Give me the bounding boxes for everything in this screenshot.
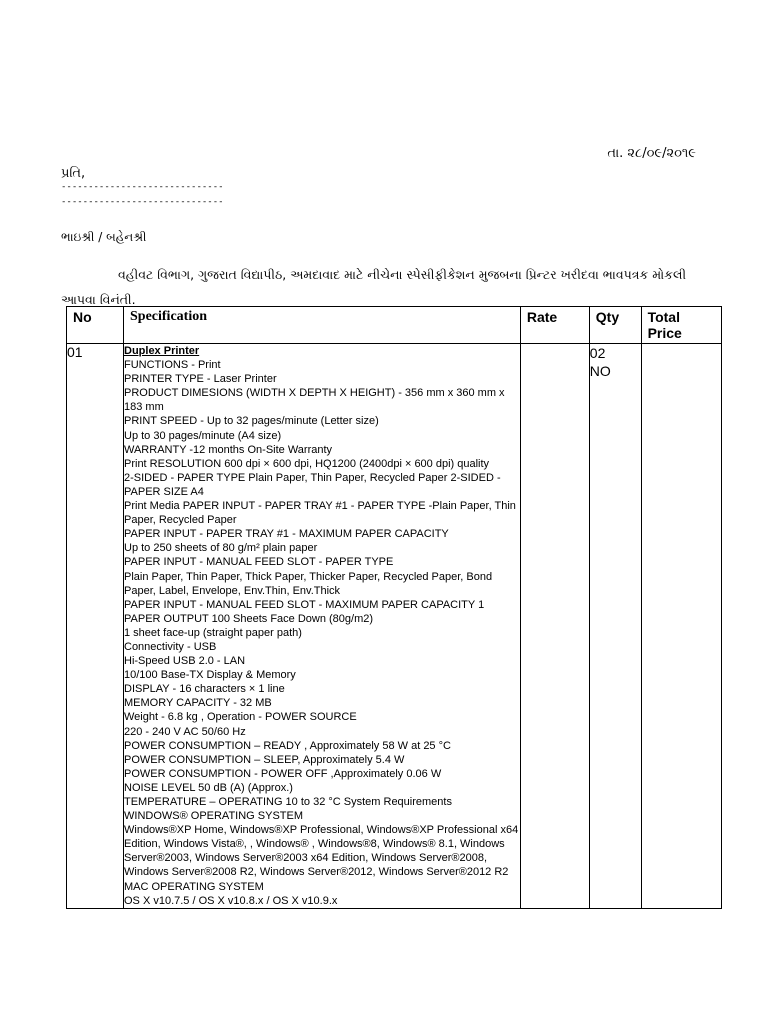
- total-price-cell: [641, 344, 721, 909]
- spec-line: PRINTER TYPE - Laser Printer: [124, 373, 277, 386]
- spec-line: MEMORY CAPACITY - 32 MB: [124, 697, 272, 710]
- recipient-blank-line: ------------------------------: [61, 197, 224, 207]
- column-header-rate: Rate: [520, 307, 589, 344]
- recipient-label: પ્રતિ,: [61, 166, 86, 181]
- spec-line: OS X v10.7.5 / OS X v10.8.x / OS X v10.9.x: [124, 894, 338, 907]
- quantity-unit: NO: [589, 363, 611, 379]
- spec-line: Print Media PAPER INPUT - PAPER TRAY #1 - PAPER TYPE -Plain Paper, Thin Paper, Recycled Paper: [124, 500, 516, 527]
- recipient-blank-line: ------------------------------: [61, 182, 224, 192]
- letter-date: તા. ૨૮/૦૯/૨૦૧૯: [607, 146, 696, 161]
- spec-line: Up to 30 pages/minute (A4 size): [124, 429, 282, 442]
- row-number: 01: [67, 344, 124, 909]
- spec-line: POWER CONSUMPTION – SLEEP, Approximately 5.4 W: [124, 753, 405, 766]
- spec-line: Connectivity - USB: [124, 640, 217, 653]
- spec-line: PRODUCT DIMESIONS (WIDTH X DEPTH X HEIGHT) - 356 mm x 360 mm x 183 mm: [124, 387, 505, 414]
- spec-line: PAPER OUTPUT 100 Sheets Face Down (80g/m2): [124, 612, 374, 625]
- spec-line: PAPER INPUT - MANUAL FEED SLOT - PAPER TYPE: [124, 556, 394, 569]
- spec-line: 10/100 Base-TX Display & Memory: [124, 669, 296, 682]
- spec-line: WARRANTY -12 months On-Site Warranty: [124, 443, 333, 456]
- spec-line: WINDOWS® OPERATING SYSTEM: [124, 810, 304, 823]
- spec-line: 220 - 240 V AC 50/60 Hz: [124, 725, 246, 738]
- specification-cell: [124, 344, 521, 909]
- spec-line: Windows®XP Home, Windows®XP Professional, Windows®XP Professional x64 Edition, Windows Vista®, , Windows® , Windows®8, Windows® 8.1, Windows Server®2003, Windows Server®2003 x64 Edition, Windows Server®2008, Windows Server®2008 R2, Windows Server®2012, Windows Server®2012 R2: [124, 824, 519, 879]
- rate-cell: [520, 344, 589, 909]
- spec-line: POWER CONSUMPTION – READY , Approximately 58 W at 25 °C: [124, 739, 451, 752]
- table-row: [67, 344, 722, 909]
- column-header-no: No: [67, 307, 124, 344]
- column-header-total-price: Total Price: [641, 307, 721, 344]
- spec-line: Weight - 6.8 kg , Operation - POWER SOURCE: [124, 711, 357, 724]
- quantity-cell: [589, 344, 641, 909]
- spec-line: 2-SIDED - PAPER TYPE Plain Paper, Thin Paper, Recycled Paper 2-SIDED - PAPER SIZE A4: [124, 471, 501, 498]
- salutation: ભાઇશ્રી / બહેનશ્રી: [61, 230, 147, 244]
- column-header-qty: Qty: [589, 307, 641, 344]
- specification-table: [66, 306, 722, 909]
- spec-line: Print RESOLUTION 600 dpi × 600 dpi, HQ1200 (2400dpi × 600 dpi) quality: [124, 457, 490, 470]
- spec-line: PRINT SPEED - Up to 32 pages/minute (Letter size): [124, 415, 379, 428]
- spec-line: NOISE LEVEL 50 dB (A) (Approx.): [124, 781, 293, 794]
- spec-line: 1 sheet face-up (straight paper path): [124, 626, 302, 639]
- spec-line: PAPER INPUT - PAPER TRAY #1 - MAXIMUM PAPER CAPACITY: [124, 528, 449, 541]
- spec-line: Hi-Speed USB 2.0 - LAN: [124, 655, 246, 668]
- spec-line: PAPER INPUT - MANUAL FEED SLOT - MAXIMUM PAPER CAPACITY 1: [124, 598, 485, 611]
- spec-line: Up to 250 sheets of 80 g/m² plain paper: [124, 542, 318, 555]
- spec-line: Plain Paper, Thin Paper, Thick Paper, Thicker Paper, Recycled Paper, Bond Paper, Label, Envelope, Env.Thin, Env.Thick: [124, 570, 493, 597]
- column-header-specification: Specification: [124, 307, 521, 344]
- request-paragraph: વહીવટ વિભાગ, ગુજરાત વિદ્યાપીઠ, અમદાવાદ માટે નીચેના સ્પેસીફીકેશન મુજબના પ્રિન્ટર ખરીદવા ભાવપત્રક મોકલી આપવા વિનંતી.: [61, 267, 687, 307]
- spec-line: MAC OPERATING SYSTEM: [124, 880, 264, 893]
- spec-line: FUNCTIONS - Print: [124, 359, 221, 372]
- spec-line: TEMPERATURE – OPERATING 10 to 32 °C System Requirements: [124, 796, 452, 808]
- table-header-row: [67, 307, 722, 344]
- spec-list: [124, 358, 520, 908]
- spec-line: POWER CONSUMPTION - POWER OFF ,Approximately 0.06 W: [124, 767, 442, 780]
- quantity-value: 02: [589, 345, 606, 361]
- spec-line: DISPLAY - 16 characters × 1 line: [124, 683, 285, 696]
- product-title: Duplex Printer: [124, 345, 200, 357]
